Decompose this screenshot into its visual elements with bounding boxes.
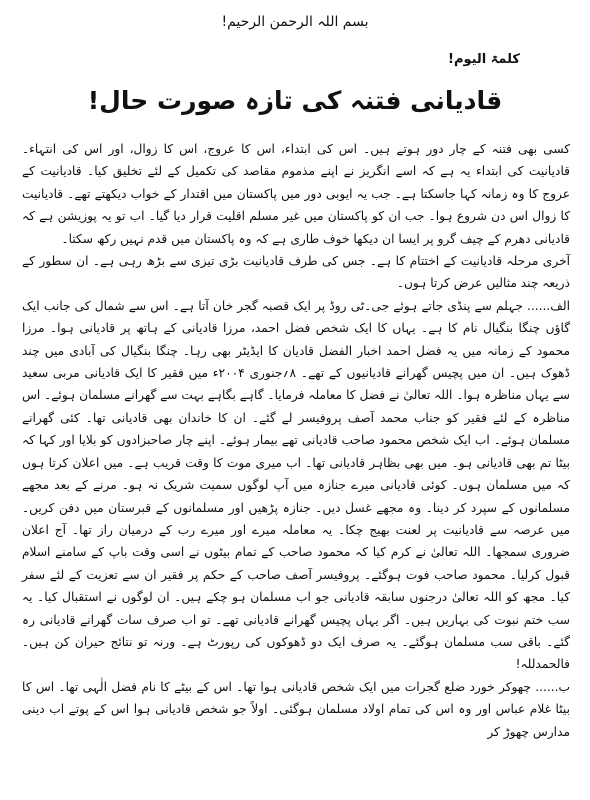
paragraph-final-stage: آخری مرحلہ قادیانیت کے اختتام کا ہے۔ جس کی طرف قادیانیت بڑی تیزی سے بڑھ رہی ہے۔ ان سطور کے ذریعہ چند مثالیں عرض کرتا ہوں۔ [22,254,570,291]
paragraph-intro: کسی بھی فتنہ کے چار دور ہوتے ہیں۔ اس کی ابتداء، اس کا عروج، اس کا زوال، اور اس کی انتہاء۔ قادیانیت کی ابتداء یہ ہے کہ اسے انگریز نے اپنے مذموم مقاصد کی تکمیل کے لئے تخلیق کیا۔ قادیانیت کے عروج کا وہ زمانہ کہا جاسکتا ہے۔ جب یہ ایوبی دور میں پاکستان میں اقتدار کے خواب دیکھتے تھے۔ قادیانیت کا زوال اس دن شروع ہوا۔ جب ان کو پاکستان میں غیر مسلم اقلیت قرار دیا گیا۔ اب تو یہ پوزیشن ہے کہ قادیانی دھرم کے چیف گرو پر ایسا ان دیکھا خوف طاری ہے کہ وہ پاکستان میں قدم نہیں رکھ سکتا۔ [22,142,570,246]
paragraph-example-alif: الف...... جہلم سے پنڈی جاتے ہوئے جی۔ٹی روڈ پر ایک قصبہ گجر خان آتا ہے۔ اس سے شمال کی جانب ایک گاؤں چنگا بنگیال نام کا ہے۔ یہاں کا ایک شخص فضل احمد، مرزا قادیانی کے ہاتھ پر قادیانی ہوا۔ مرزا محمود کے زمانہ میں یہ فضل احمد اخبار الفضل قادیان کا ایڈیٹر بھی رہا۔ چنگا بنگیال کی آبادی میں چند ڈھوک ہیں۔ ان میں پچیس گھرانے قادیانیوں کے تھے۔ ۸؍جنوری ۲۰۰۴ء میں فقیر کا ایک قادیانی مربی سعید سے یہاں مناظرہ ہوا۔ اللہ تعالیٰ نے فضل کا معاملہ فرمایا۔ گاہے بگاہے بہت سے گھرانے مسلمان ہوئے۔ اس مناظرہ کے لئے فقیر کو جناب محمد آصف پروفیسر لے گئے۔ ان کا خاندان بھی قادیانی تھا۔ کئی گھرانے مسلمان ہوئے۔ اب ایک شخص محمود صاحب قادیانی تھے بیمار ہوئے۔ اپنے چار صاحبزادوں کو بلایا اور کہا کہ بیٹا تم بھی قادیانی ہو۔ میں بھی بظاہر قادیانی تھا۔ اب میری موت کا وقت قریب ہے۔ میں اعلان کرتا ہوں کہ میں مسلمان ہوں۔ کوئی قادیانی میرے جنازہ میں آپ لوگوں سمیت شریک نہ ہو۔ مرنے کے بعد مجھے مسلمانوں کے سپرد کر دینا۔ وہ مجھے غسل دیں۔ جنازہ پڑھیں اور مسلمانوں کے قبرستان میں دفن کریں۔ میں عرصہ سے قادیانیت پر لعنت بھیج چکا۔ یہ معاملہ میرے اور میرے رب کے درمیان راز تھا۔ آج اعلان ضروری سمجھا۔ اللہ تعالیٰ نے کرم کیا کہ محمود صاحب کے تمام بیٹوں نے اسی وقت باپ کے سامنے اسلام قبول کرلیا۔ محمود صاحب فوت ہوگئے۔ پروفیسر آصف صاحب کے حکم پر فقیر ان سے تعزیت کے لئے سفر کیا۔ مجھ کو اللہ تعالیٰ درجنوں سابقہ قادیانی جو اب مسلمان ہو چکے ہیں۔ ان لوگوں نے استقبال کیا۔ یہ سب ختم نبوت کی بہاریں ہیں۔ اگر یہاں پچیس گھرانے قادیانی تھے۔ تو اب صرف سات گھرانے قادیانی رہ گئے۔ باقی سب مسلمان ہوگئے۔ یہ صرف ایک دو ڈھوکوں کی رپورٹ ہے۔ ورنہ تو نتائج حیران کن ہیں۔ فالحمدللہ! [22,298,570,672]
column-label: کلمۃ الیوم! [448,52,520,67]
bismillah-heading: بسم اللہ الرحمن الرحیم! [221,14,369,30]
paragraph-example-bay: ب...... چھوکر خورد ضلع گجرات میں ایک شخص قادیانی ہوا تھا۔ اس کے بیٹے کا نام فضل الٰہی تھا۔ اس کا بیٹا غلام عباس اور وہ اس کی تمام اولاد مسلمان ہوگئی۔ اولاً جو شخص قادیانی ہوا اس کے پوتے اب دینی مدارس چھوڑ کر [22,679,570,739]
article-title: قادیانی فتنہ کی تازہ صورت حال! [87,86,503,115]
article-body [22,138,570,743]
